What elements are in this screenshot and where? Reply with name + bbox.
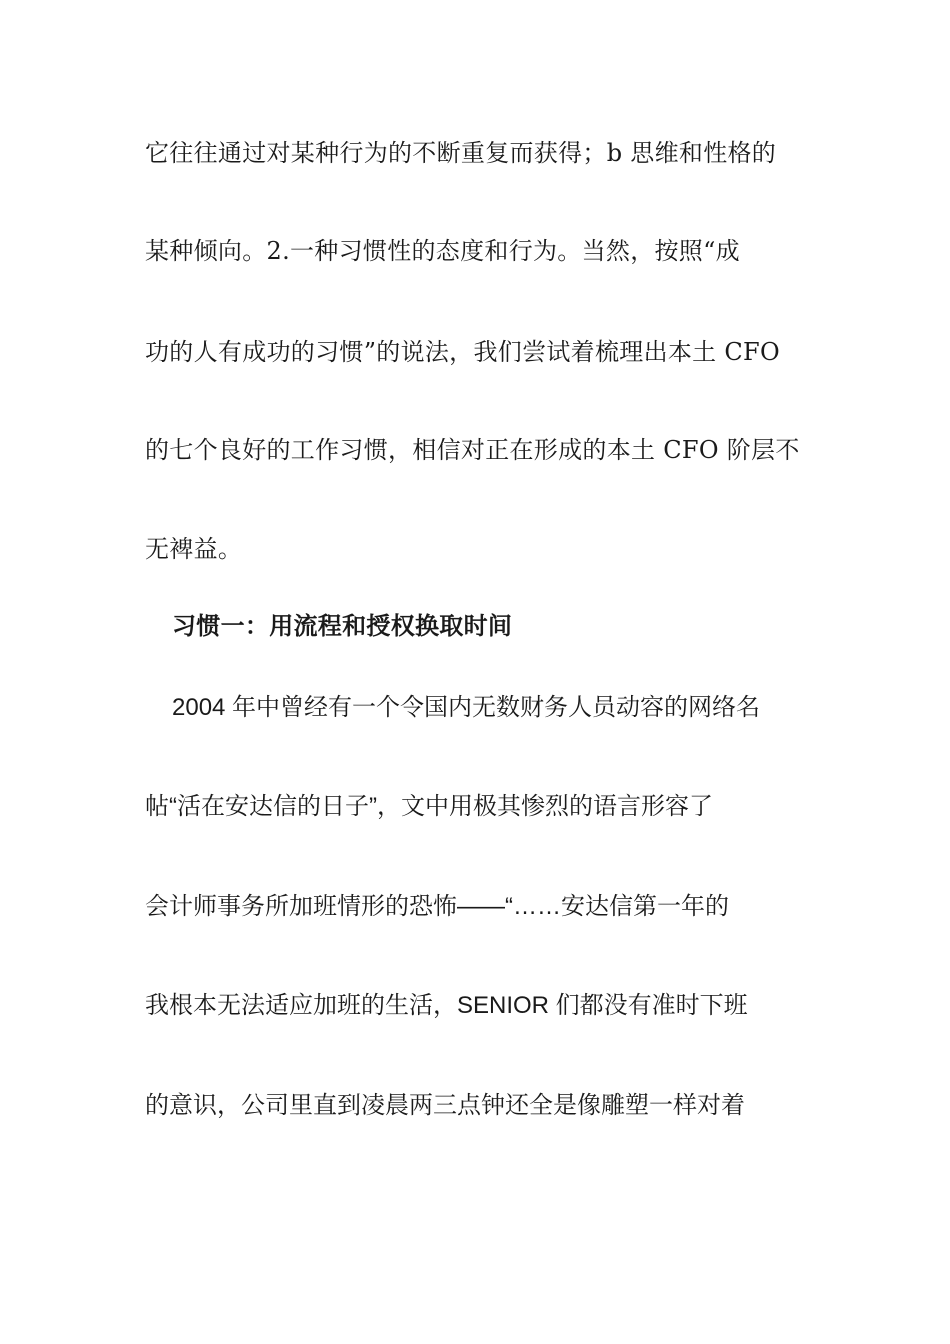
paragraph-line: 帖“活在安达信的日子”，文中用极其惨烈的语言形容了: [145, 793, 713, 820]
paragraph-line: 某种倾向。2.一种习惯性的态度和行为。当然，按照“成: [145, 237, 740, 265]
paragraph-line: 2004 年中曾经有一个令国内无数财务人员动容的网络名: [172, 694, 761, 721]
paragraph-line: 无裨益。: [145, 535, 243, 563]
paragraph-line: 功的人有成功的习惯”的说法，我们尝试着梳理出本土 CFO: [145, 338, 780, 366]
paragraph-line: 的七个良好的工作习惯，相信对正在形成的本土 CFO 阶层不: [145, 436, 800, 464]
section-heading: 习惯一：用流程和授权换取时间: [172, 613, 513, 640]
paragraph-line: 我根本无法适应加班的生活，SENIOR 们都没有准时下班: [145, 992, 748, 1019]
paragraph-line: 它往往通过对某种行为的不断重复而获得；b 思维和性格的: [145, 139, 777, 167]
paragraph-line: 的意识，公司里直到凌晨两三点钟还全是像雕塑一样对着: [145, 1092, 745, 1119]
paragraph-line: 会计师事务所加班情形的恐怖——“……安达信第一年的: [145, 893, 729, 920]
